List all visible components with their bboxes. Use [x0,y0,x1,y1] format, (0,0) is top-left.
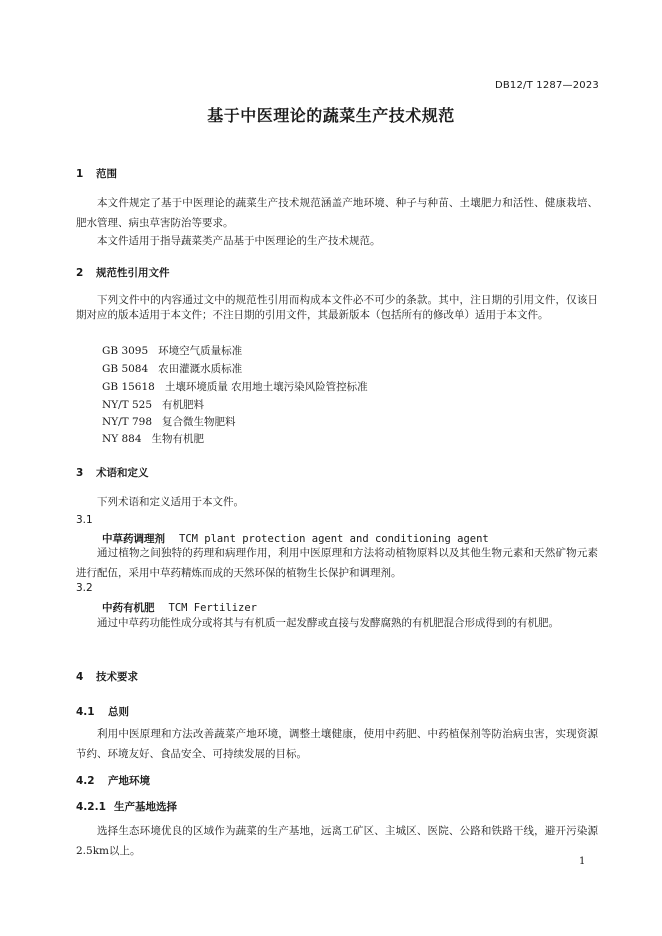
section-title: 范围 [96,168,117,180]
term-zh: 中药有机肥 [102,602,155,614]
general-paragraph: 利用中医原理和方法改善蔬菜产地环境，调整土壤健康，使用中药肥、中药植保剂等防治病虫害，实现资源节约、环境友好、食品安全、可持续发展的目标。 [76,728,598,760]
reference-item [102,380,368,395]
reference-code: NY/T 525 [102,399,153,411]
subsection-heading-base [76,799,177,814]
reference-code: NY 884 [102,433,142,445]
document-title: 基于中医理论的蔬菜生产技术规范 [207,106,455,125]
reference-name: 环境空气质量标准 [158,345,243,357]
scope-paragraph-1: 本文件规定了基于中医理论的蔬菜生产技术规范涵盖产地环境、种子与种苗、土壤肥力和活性、健康栽培、肥水管理、病虫草害防治等要求。 [76,197,598,229]
term-number: 3.1 [76,514,93,526]
subsection-title: 生产基地选择 [114,801,177,813]
term-zh: 中草药调理剂 [102,533,165,545]
reference-name: 土壤环境质量 农用地土壤污染风险管控标准 [164,381,368,393]
reference-code: GB 15618 [102,381,155,393]
reference-code: GB 3095 [102,345,149,357]
subsection-title: 产地环境 [108,775,150,787]
reference-item [102,415,236,430]
reference-name: 农田灌溉水质标准 [158,363,243,375]
section-heading-terms [76,465,149,480]
reference-item [102,398,204,413]
reference-item [102,344,242,359]
scope-paragraph-2: 本文件适用于指导蔬菜类产品基于中医理论的生产技术规范。 [97,235,381,247]
section-heading-normative [76,265,170,280]
section-heading-tech [76,669,138,684]
subsection-heading-general [76,704,129,719]
term-number: 3.2 [76,582,93,594]
reference-item [102,432,204,447]
subsection-number: 4.2.1 [76,801,106,813]
term-en: TCM Fertilizer [168,602,258,614]
section-number: 2 [76,267,84,279]
section-number: 1 [76,168,84,180]
section-number: 3 [76,467,84,479]
subsection-heading-env [76,773,150,788]
base-paragraph: 选择生态环境优良的区域作为蔬菜的生产基地，远离工矿区、主城区、医院、公路和铁路干线，避开污染源2.5km以上。 [76,825,598,857]
section-number: 4 [76,671,84,683]
reference-code: NY/T 798 [102,416,153,428]
section-title: 术语和定义 [96,467,149,479]
subsection-number: 4.1 [76,706,95,718]
standard-number: DB12/T 1287—2023 [494,80,599,91]
reference-name: 复合微生物肥料 [162,416,236,428]
section-title: 技术要求 [96,671,138,683]
subsection-title: 总则 [108,706,129,718]
page-number: 1 [579,856,586,867]
reference-code: GB 5084 [102,363,149,375]
term-en: TCM plant protection agent and conditioning agent [179,533,489,545]
normative-intro: 下列文件中的内容通过文中的规范性引用而构成本文件必不可少的条款。其中，注日期的引用文件，仅该日期对应的版本适用于本文件；不注日期的引用文件，其最新版本（包括所有的修改单）适用于本文件。 [76,294,598,321]
term-definition: 通过植物之间独特的药理和病理作用，利用中医原理和方法将动植物原料以及其他生物元素和天然矿物元素进行配伍，采用中草药精炼而成的天然环保的植物生长保护和调理剂。 [76,547,598,579]
section-heading-scope [76,166,117,181]
section-title: 规范性引用文件 [96,267,170,279]
subsection-number: 4.2 [76,775,95,787]
reference-name: 有机肥料 [162,399,205,411]
terms-intro: 下列术语和定义适用于本文件。 [97,496,244,508]
reference-item [102,362,242,377]
term-definition: 通过中草药功能性成分或将其与有机质一起发酵或直接与发酵腐熟的有机肥混合形成得到的有机肥。 [97,617,559,629]
reference-name: 生物有机肥 [151,433,204,445]
